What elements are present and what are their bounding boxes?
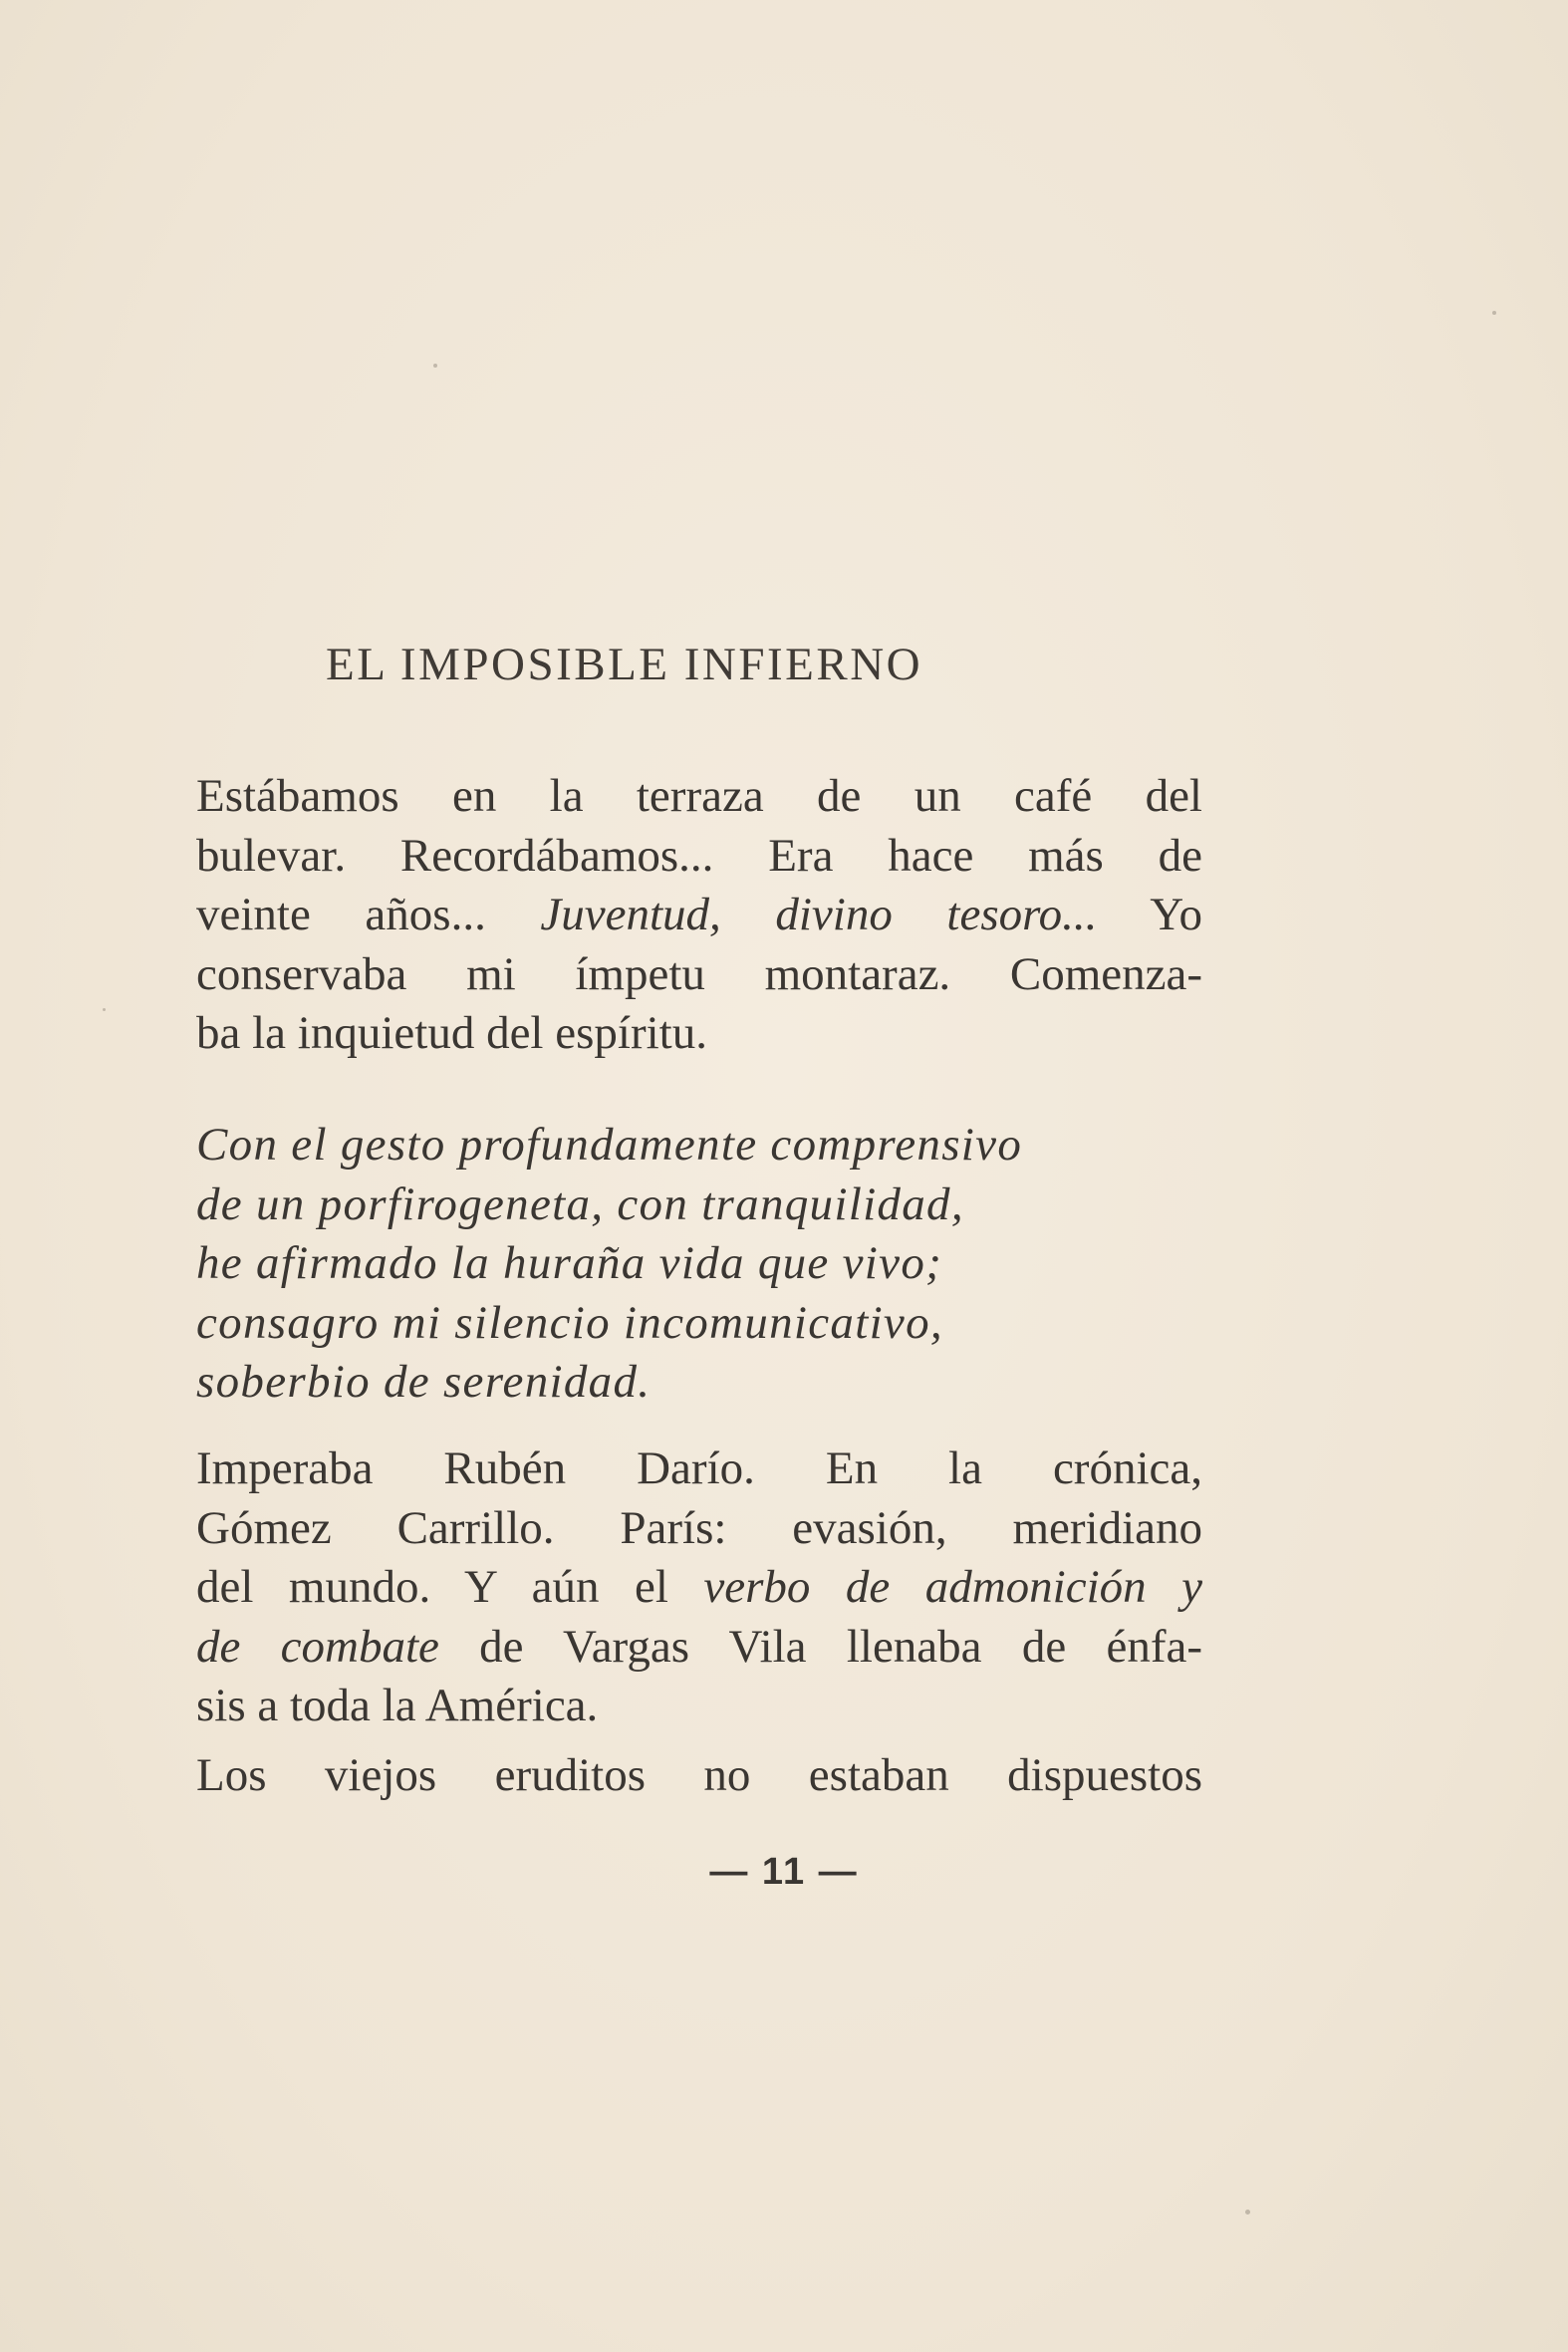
paragraph-2 xyxy=(196,1439,1202,1736)
text-span: de Vargas Vila llenaba de énfa- xyxy=(438,1620,1202,1673)
text-line xyxy=(196,886,1202,945)
paper-speck xyxy=(1492,311,1496,315)
text-line: bulevar. Recordábamos... Era hace más de xyxy=(196,829,1202,882)
text-span: veinte años... xyxy=(196,889,541,940)
verse-line: consagro mi silencio incomunicativo, xyxy=(196,1296,943,1349)
text-line: Gómez Carrillo. París: evasión, meridiano xyxy=(196,1501,1202,1554)
verse-line: soberbio de serenidad. xyxy=(196,1356,652,1408)
paper-speck xyxy=(433,364,437,368)
text-line: Estábamos en la terraza de un café del xyxy=(196,770,1202,822)
text-line xyxy=(196,1618,1202,1678)
italic-quote: Juventud, divino tesoro... xyxy=(540,889,1098,940)
verse-line: he afirmado la huraña vida que vivo; xyxy=(196,1237,943,1289)
verse-line: Con el gesto profundamente comprensivo xyxy=(196,1119,1023,1171)
text-line: sis a toda la América. xyxy=(196,1680,599,1731)
paragraph-1 xyxy=(196,767,1202,1064)
italic-quote: verbo de admonición y xyxy=(703,1561,1202,1613)
paragraph-3 xyxy=(196,1746,1202,1806)
text-line: Los viejos eruditos no estaban dispuestos xyxy=(196,1749,1202,1801)
text-line: Imperaba Rubén Darío. En la crónica, xyxy=(196,1442,1202,1494)
text-line xyxy=(196,1558,1202,1618)
text-line: ba la inquietud del espíritu. xyxy=(196,1007,707,1059)
chapter-title: EL IMPOSIBLE INFIERNO xyxy=(326,639,923,690)
verse-quote xyxy=(196,1116,1202,1413)
text-span: del mundo. Y aún el xyxy=(196,1561,704,1613)
text-span: Yo xyxy=(1097,889,1202,940)
paper-speck xyxy=(103,1008,106,1011)
verse-line: de un porfirogeneta, con tranquilidad, xyxy=(196,1177,964,1230)
text-line: conservaba mi ímpetu montaraz. Comenza- xyxy=(196,947,1202,1000)
paper-speck xyxy=(1245,2210,1250,2215)
page-number: — 11 — xyxy=(709,1851,859,1893)
italic-quote: de combate xyxy=(196,1620,439,1673)
